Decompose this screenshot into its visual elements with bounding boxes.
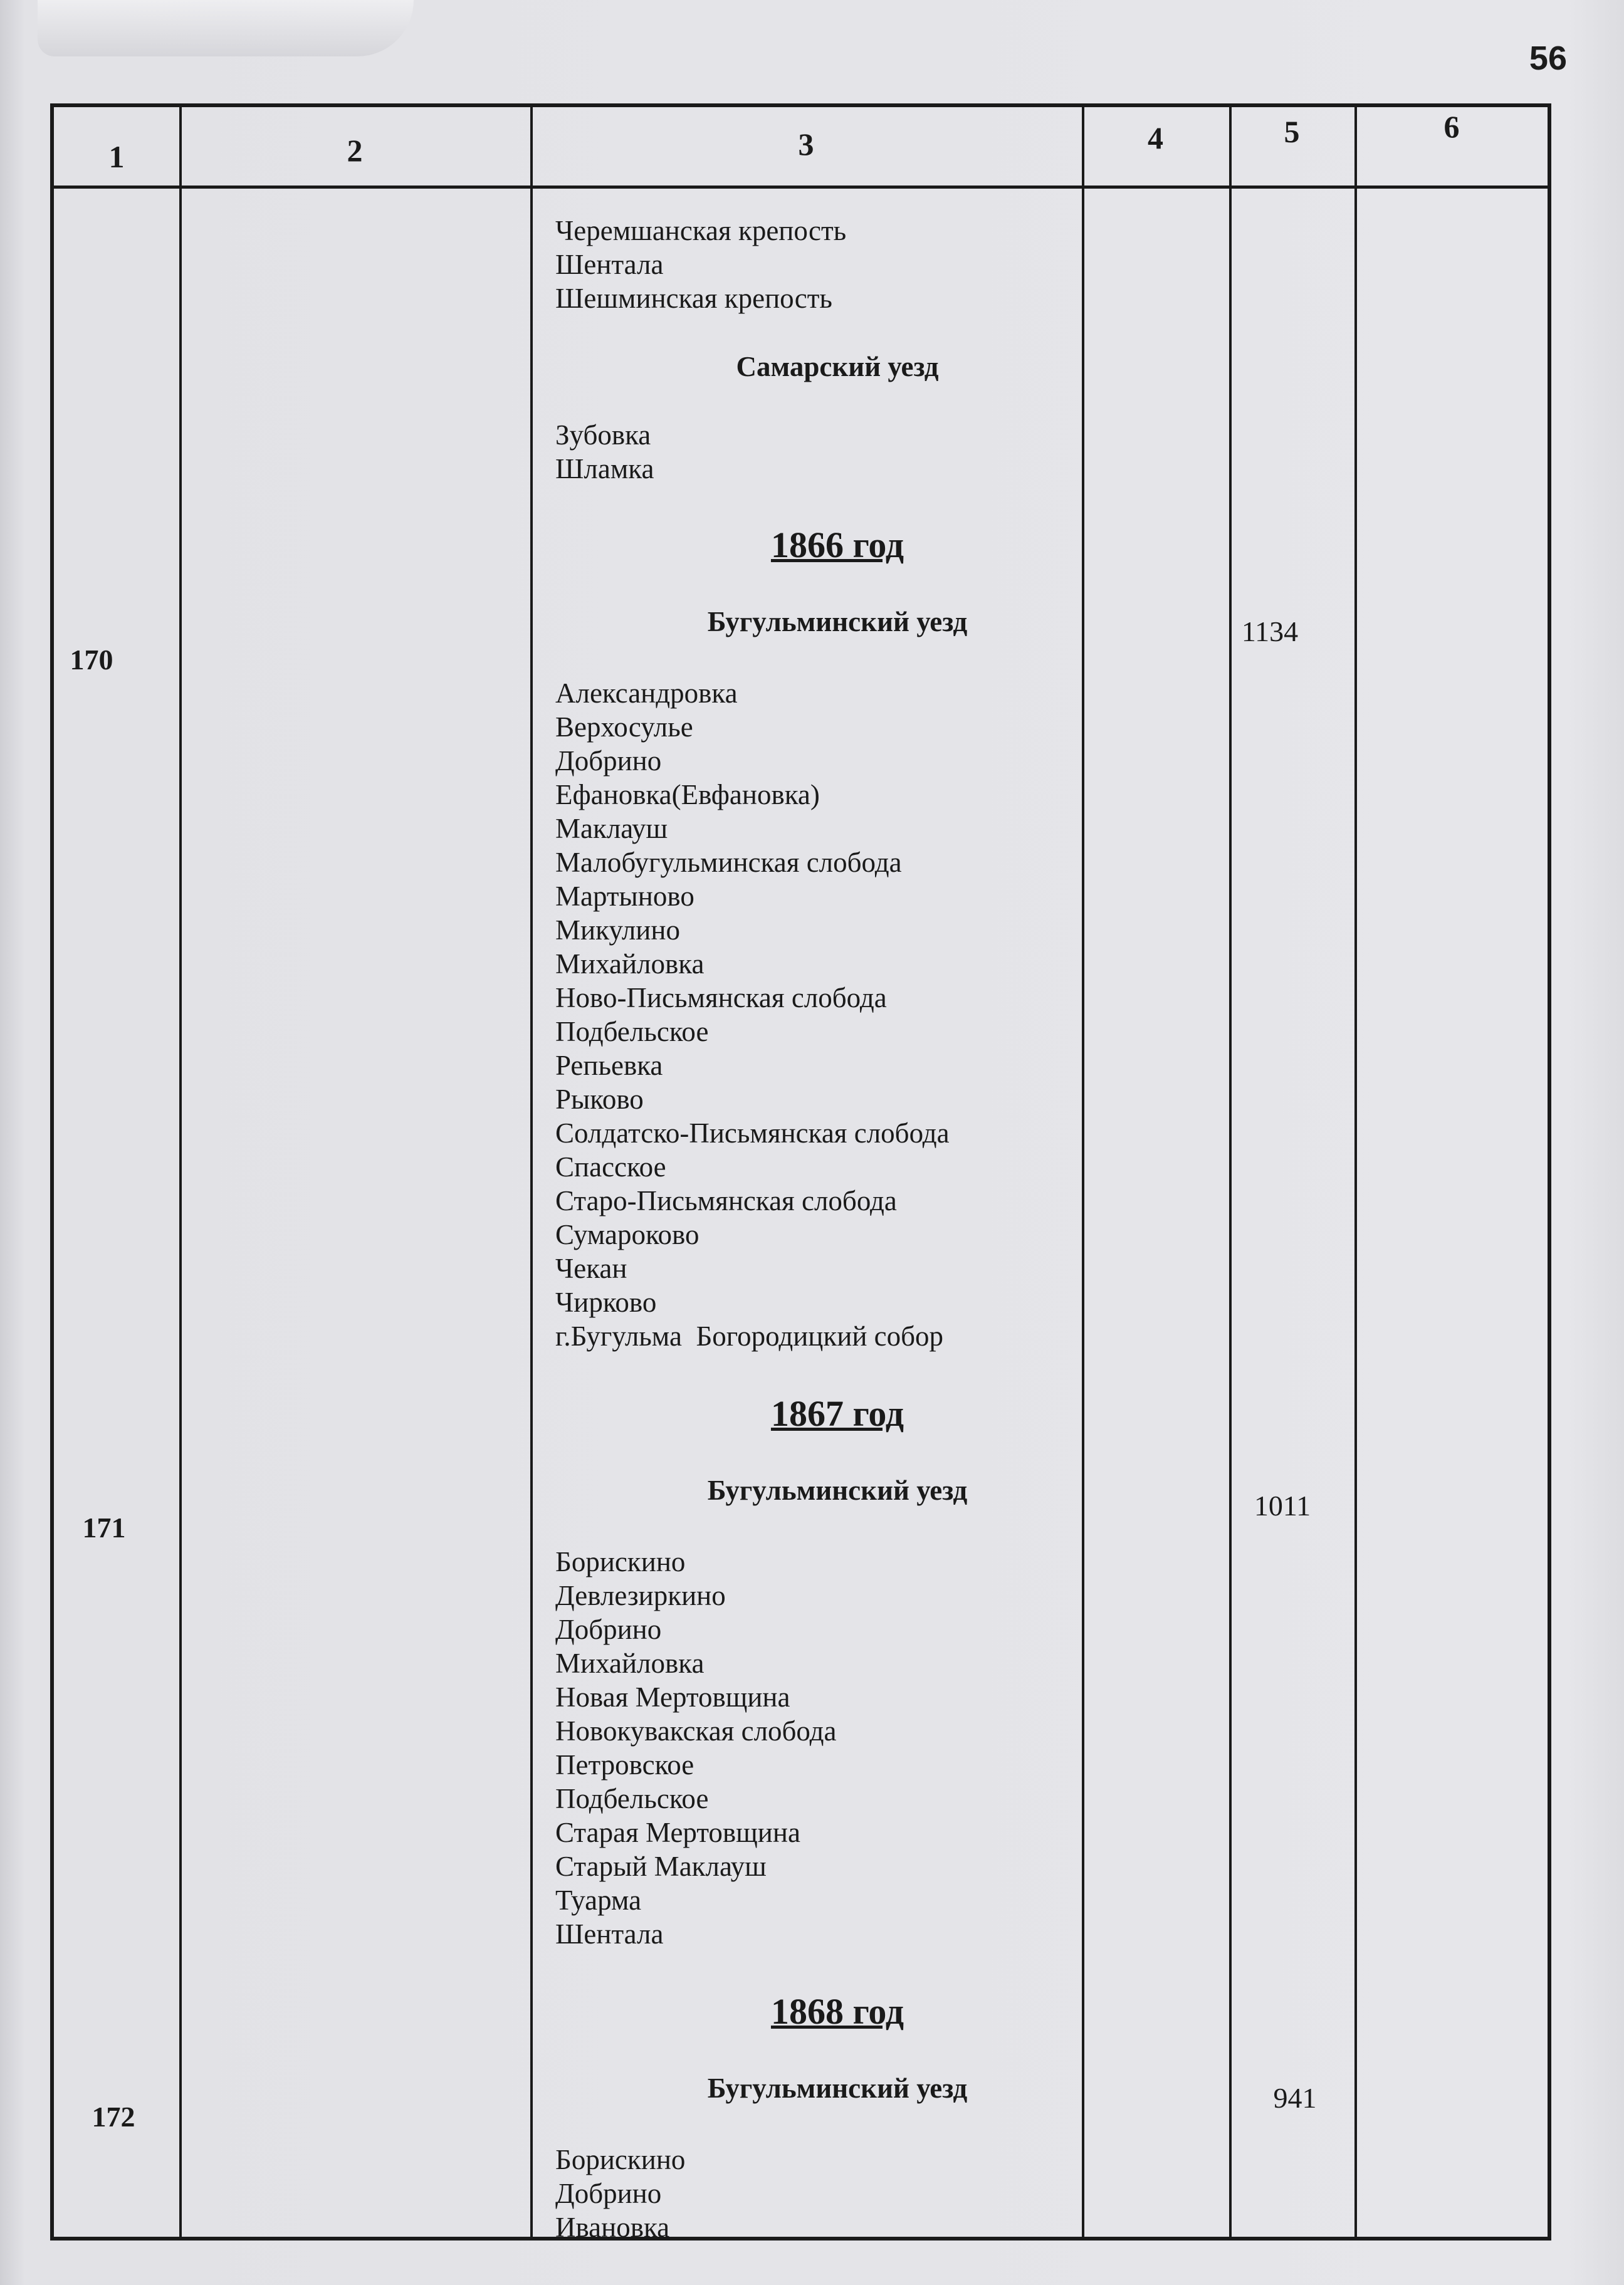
list-item: Петровское (555, 1749, 694, 1780)
year-heading-1867: 1867 год (770, 1393, 904, 1434)
district-heading: Самарский уезд (736, 351, 939, 382)
list-item: Шешминская крепость (555, 283, 832, 314)
list-item: Шламка (555, 453, 654, 484)
list-item: Мартыново (555, 881, 694, 912)
list-item: Старо-Письмянская слобода (555, 1185, 897, 1216)
list-item: Сумароково (555, 1219, 699, 1250)
list-item: Добрино (555, 745, 662, 776)
settlements-list (555, 214, 1119, 2244)
district-heading: Бугульминский уезд (707, 1475, 968, 1506)
list-item: Добрино (555, 1614, 662, 1645)
year-heading-1866: 1866 год (770, 525, 904, 565)
column-header-1: 1 (108, 139, 125, 174)
column-header-6: 6 (1443, 109, 1460, 144)
column-header-5: 5 (1284, 114, 1300, 149)
list-item: Чирково (555, 1287, 657, 1318)
list-item: Чекан (555, 1253, 627, 1284)
list-item: Ново-Письмянская слобода (555, 982, 887, 1013)
list-item: г.Бугульма Богородицкий собор (555, 1320, 944, 1352)
list-item: Туарма (555, 1885, 642, 1916)
column-divider (1354, 107, 1357, 2237)
list-item: Михайловка (555, 948, 705, 980)
register-table (50, 103, 1551, 2241)
list-item: Новая Мертовщина (555, 1681, 790, 1713)
list-item: Ефановка(Евфановка) (555, 779, 820, 810)
column-header-3: 3 (798, 127, 814, 162)
list-item: Шентала (555, 249, 664, 280)
column-header-2: 2 (347, 133, 363, 168)
list-item: Ивановка (555, 2212, 670, 2243)
list-item: Спасское (555, 1151, 666, 1183)
list-item: Борискино (555, 1546, 686, 1577)
header-divider (54, 186, 1548, 189)
district-heading: Бугульминский уезд (707, 2073, 968, 2104)
list-item: Старая Мертовщина (555, 1817, 800, 1848)
row-number-172: 172 (92, 2101, 135, 2133)
list-item: Александровка (555, 677, 738, 709)
list-item: Репьевка (555, 1050, 663, 1081)
page-number: 56 (1529, 39, 1567, 77)
list-item: Борискино (555, 2144, 686, 2175)
list-item: Малобугульминская слобода (555, 847, 902, 878)
page-corner-shadow (38, 0, 414, 56)
list-item: Шентала (555, 1918, 664, 1950)
count-170: 1134 (1241, 615, 1299, 647)
list-item: Девлезиркино (555, 1580, 726, 1611)
column-divider (530, 107, 533, 2237)
list-item: Зубовка (555, 419, 651, 451)
list-item: Верхосулье (555, 711, 693, 743)
list-item: Рыково (555, 1084, 644, 1115)
count-172: 941 (1273, 2082, 1317, 2114)
column-header-4: 4 (1148, 120, 1163, 155)
list-item: Добрино (555, 2178, 662, 2209)
list-item: Подбельское (555, 1016, 709, 1047)
list-item: Солдатско-Письмянская слобода (555, 1117, 950, 1149)
list-item: Черемшанская крепость (555, 215, 847, 246)
list-item: Подбельское (555, 1783, 709, 1814)
list-item: Маклауш (555, 813, 668, 844)
list-item: Михайловка (555, 1648, 705, 1679)
year-heading-1868: 1868 год (770, 1991, 904, 2032)
column-divider (179, 107, 182, 2237)
column-divider (1229, 107, 1232, 2237)
district-heading: Бугульминский уезд (707, 606, 968, 637)
row-number-171: 171 (82, 1512, 126, 1544)
list-item: Старый Маклауш (555, 1851, 767, 1882)
count-171: 1011 (1254, 1490, 1311, 1522)
list-item: Новокувакская слобода (555, 1715, 837, 1747)
list-item: Микулино (555, 914, 680, 946)
row-number-170: 170 (70, 644, 113, 676)
